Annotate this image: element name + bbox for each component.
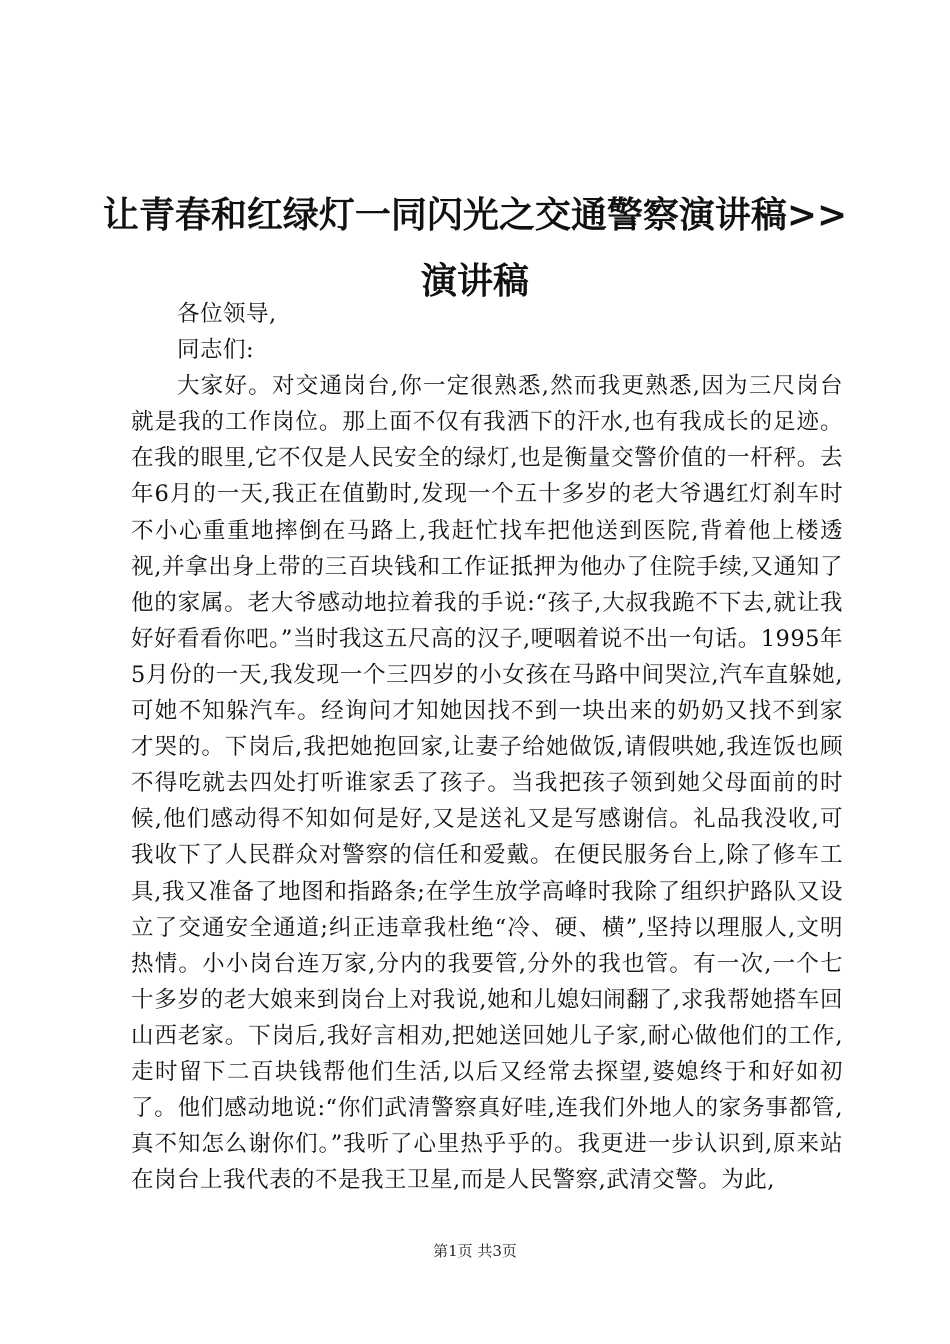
title-line-2: 演讲稿 (420, 260, 529, 302)
title-line-1: 让青春和红绿灯一同闪光之交通警察演讲稿>> (102, 194, 848, 236)
document-body (131, 296, 843, 1198)
page-footer: 第1页 共3页 (433, 1242, 517, 1260)
document-title (100, 182, 850, 314)
salutation-leaders: 各位领导, (177, 301, 277, 327)
salutation-comrades: 同志们: (177, 337, 255, 364)
speech-paragraph: 大家好。对交通岗台,你一定很熟悉,然而我更熟悉,因为三尺岗台就是我的工作岗位。那上面不仅有我洒下的汗水,也有我成长的足迹。在我的眼里,它不仅是人民安全的绿灯,也是衡量交警价值的一杆秤。去年6月的一天,我正在值勤时,发现一个五十多岁的老大爷遇红灯刹车时不小心重重地摔倒在马路上,我赶忙找车把他送到医院,背着他上楼透视,并拿出身上带的三百块钱和工作证抵押为他办了住院手续,又通知了他的家属。老大爷感动地拉着我的手说:“孩子,大叔我跪不下去,就让我好好看看你吧。”当时我这五尺高的汉子,哽咽着说不出一句话。1995年5月份的一天,我发现一个三四岁的小女孩在马路中间哭泣,汽车直躲她,可她不知躲汽车。经询问才知她因找不到一块出来的奶奶又找不到家才哭的。下岗后,我把她抱回家,让妻子给她做饭,请假哄她,我连饭也顾不得吃就去四处打听谁家丢了孩子。当我把孩子领到她父母面前的时候,他们感动得不知如何是好,又是送礼又是写感谢信。礼品我没收,可我收下了人民群众对警察的信任和爱戴。在便民服务台上,除了修车工具,我又准备了地图和指路条;在学生放学高峰时我除了组织护路队又设立了交通安全通道;纠正违章我杜绝“冷、硬、横”,坚持以理服人,文明热情。小小岗台连万家,分内的我要管,分外的我也管。有一次,一个七十多岁的老大娘来到岗台上对我说,她和儿媳妇闹翻了,求我帮她搭车回山西老家。下岗后,我好言相劝,把她送回她儿子家,耐心做他们的工作,走时留下二百块钱帮他们生活,以后又经常去探望,婆媳终于和好如初了。他们感动地说:“你们武清警察真好哇,连我们外地人的家务事都管,真不知怎么谢你们。”我听了心里热乎乎的。我更进一步认识到,原来站在岗台上我代表的不是我王卫星,而是人民警察,武清交警。为此, (131, 373, 843, 1194)
